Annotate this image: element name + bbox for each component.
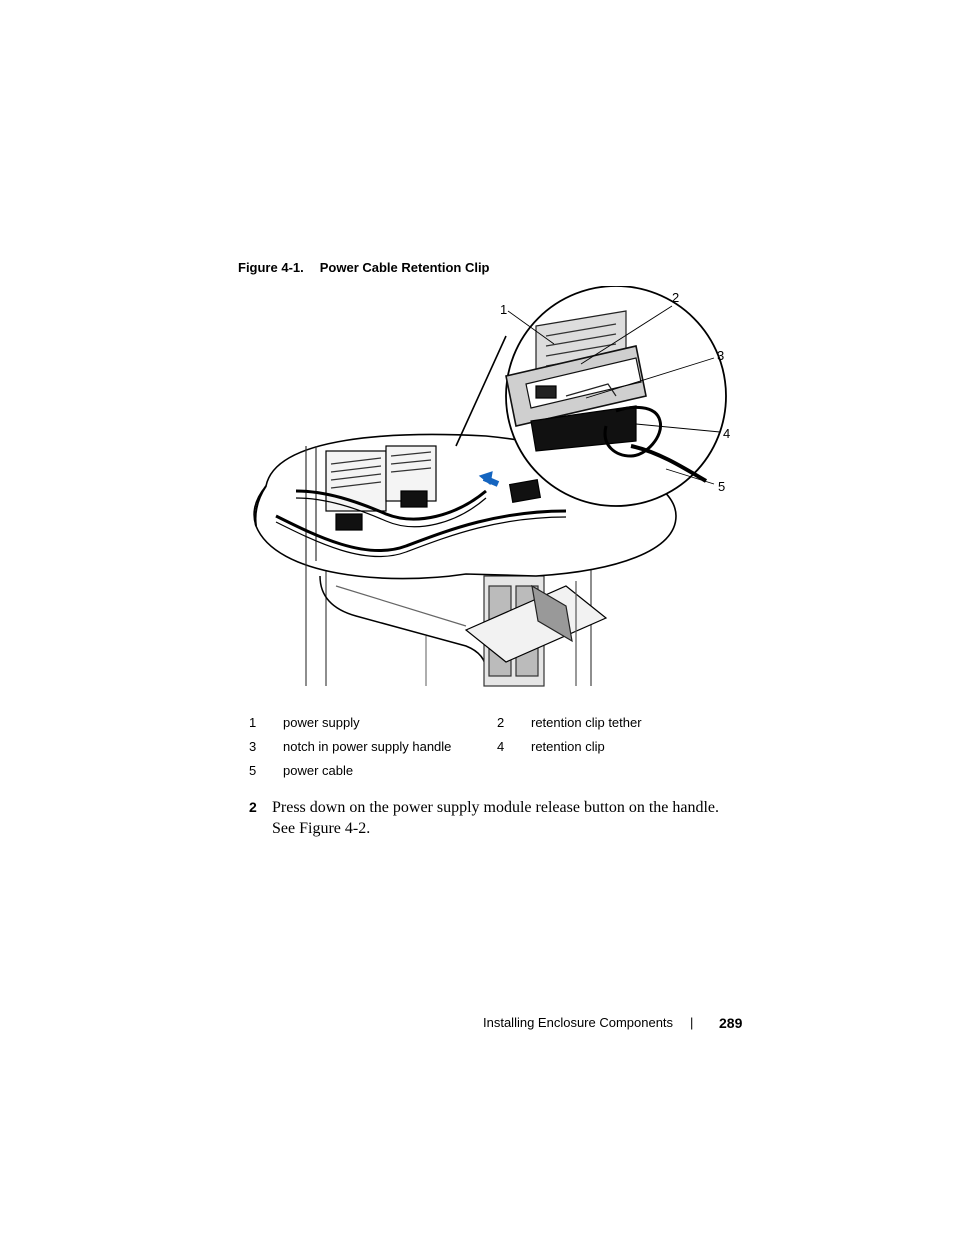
legend-label: notch in power supply handle — [283, 739, 452, 754]
power-cable-retention-clip-illustration — [236, 286, 736, 696]
legend-label: power supply — [283, 715, 360, 730]
legend-label: retention clip tether — [531, 715, 642, 730]
legend-number: 2 — [497, 715, 505, 730]
legend-label: power cable — [283, 763, 354, 778]
footer-separator: | — [690, 1015, 694, 1030]
legend-number: 3 — [249, 739, 257, 754]
callout-2: 2 — [672, 290, 680, 305]
callout-1: 1 — [500, 302, 508, 317]
callout-4: 4 — [723, 426, 731, 441]
figure-number: Figure 4-1. — [238, 260, 304, 275]
legend-label: retention clip — [531, 739, 605, 754]
step-text: Press down on the power supply module release button on the handle. See Figure 4-2. — [272, 799, 720, 837]
callout-5: 5 — [718, 479, 726, 494]
step-number: 2 — [249, 799, 257, 815]
legend-number: 1 — [249, 715, 257, 730]
footer-section-title: Installing Enclosure Components — [483, 1015, 674, 1030]
legend-number: 5 — [249, 763, 257, 778]
legend-number: 4 — [497, 739, 505, 754]
figure-caption — [238, 260, 490, 275]
illustration-svg — [236, 286, 736, 696]
figure-title: Power Cable Retention Clip — [319, 260, 490, 275]
page-footer — [483, 1015, 743, 1031]
page-number: 289 — [719, 1015, 743, 1031]
callout-3: 3 — [717, 348, 725, 363]
